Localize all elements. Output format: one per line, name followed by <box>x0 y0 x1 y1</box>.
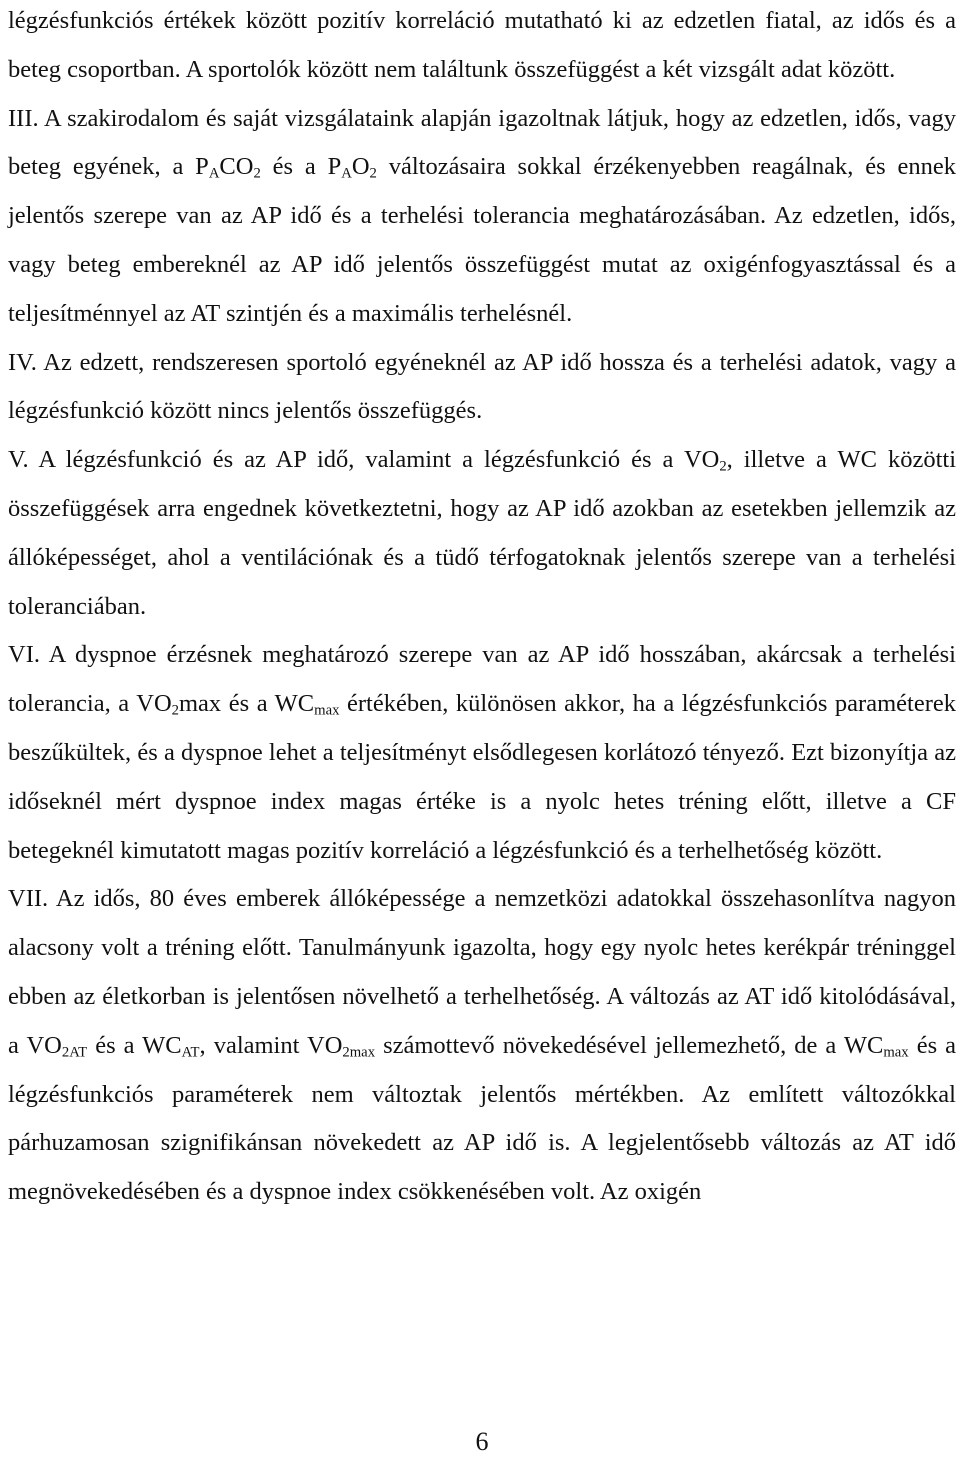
text-body <box>8 0 956 1217</box>
subscript: 2AT <box>61 1044 88 1061</box>
paragraph-point-III <box>8 95 956 339</box>
subscript: 2 <box>171 702 179 719</box>
subscript: AT <box>181 1044 200 1061</box>
text-run: és a P <box>260 153 342 181</box>
paragraph-point-V <box>8 436 956 631</box>
text-run: , illetve a WC közötti összefüggések arra engednek következtetni, hogy az AP idő azokban az esetekben jellemzik az állóképességet, ahol a ventilációnak és a tüdő térfogatoknak jelentős szerepe van a terhelési toleranciában. <box>8 446 956 620</box>
subscript: 2 <box>369 166 377 183</box>
text-run: V. A légzésfunkció és az AP idő, valamint a légzésfunkció és a VO <box>8 446 720 474</box>
text-run: és a légzésfunkciós paraméterek nem változtak jelentős mértékben. Az említett változókkal párhuzamosan szignifikánsan növekedett az AP idő is. A legjelentősebb változás az AT idő megnövekedésében és a dyspnoe index csökkenésében volt. Az oxigén <box>8 1031 957 1206</box>
subscript: max <box>883 1044 909 1061</box>
paragraph-continuation <box>8 0 956 95</box>
text-run: III. A szakirodalom és saját vizsgálataink alapján igazoltnak látjuk, hogy az edzetlen, idős, vagy beteg egyének, a P <box>8 104 956 181</box>
subscript: 2 <box>719 458 727 475</box>
text-run: változásaira sokkal érzékenyebben reagálnak, és ennek jelentős szerepe van az AP idő és a terhelési tolerancia meghatározásában. Az edzetlen, idős, vagy beteg embereknél az AP idő jelentős összefüggést mutat az oxigénfogyasztással és a teljesítménnyel az AT szintjén és a maximális terhelésnél. <box>8 153 956 327</box>
paragraph-point-IV <box>8 339 956 437</box>
subscript: 2 <box>253 166 261 183</box>
document-page <box>8 0 956 1462</box>
paragraph-point-VII <box>8 875 956 1217</box>
text-run: , valamint VO <box>199 1031 343 1059</box>
text-run: max és a WC <box>178 690 315 718</box>
subscript: max <box>314 702 340 719</box>
text-run: számottevő növekedésével jellemezhető, de a WC <box>375 1031 884 1059</box>
page-number: 6 <box>475 1427 489 1456</box>
text-run: VII. Az idős, 80 éves emberek állóképessége a nemzetközi adatokkal összehasonlítva nagyon alacsony volt a tréning előtt. Tanulmányunk igazolta, hogy egy nyolc hetes kerékpár tréninggel ebben az életkorban is jelentősen növelhető a terhelhetőség. A változás az AT idő kitolódásával, a VO <box>8 885 956 1059</box>
text-run: légzésfunkciós értékek között pozitív korreláció mutatható ki az edzetlen fiatal, az idős és a beteg csoportban. A sportolók között nem találtunk összefüggést a két vizsgált adat között. <box>8 7 956 83</box>
text-run: értékében, különösen akkor, ha a légzésfunkciós paraméterek beszűkültek, és a dyspnoe lehet a teljesítményt elsődlegesen korlátozó tényező. Ezt bizonyítja az időseknél mért dyspnoe index magas értéke is a nyolc hetes tréning előtt, illetve a CF betegeknél kimutatott magas pozitív korreláció a légzésfunkció és a terhelhetőség között. <box>8 690 956 864</box>
paragraph-point-VI <box>8 631 956 875</box>
subscript: A <box>341 166 352 183</box>
text-run: O <box>351 153 370 181</box>
subscript: A <box>208 166 220 183</box>
subscript: 2max <box>342 1044 376 1061</box>
text-run: és a WC <box>87 1031 182 1059</box>
text-run: IV. Az edzett, rendszeresen sportoló egyéneknél az AP idő hossza és a terhelési adatok, vagy a légzésfunkció között nincs jelentős összefüggés. <box>8 348 956 425</box>
text-run: CO <box>219 153 254 181</box>
text-run: VI. A dyspnoe érzésnek meghatározó szerepe van az AP idő hosszában, akárcsak a terhelési tolerancia, a VO <box>8 641 956 718</box>
